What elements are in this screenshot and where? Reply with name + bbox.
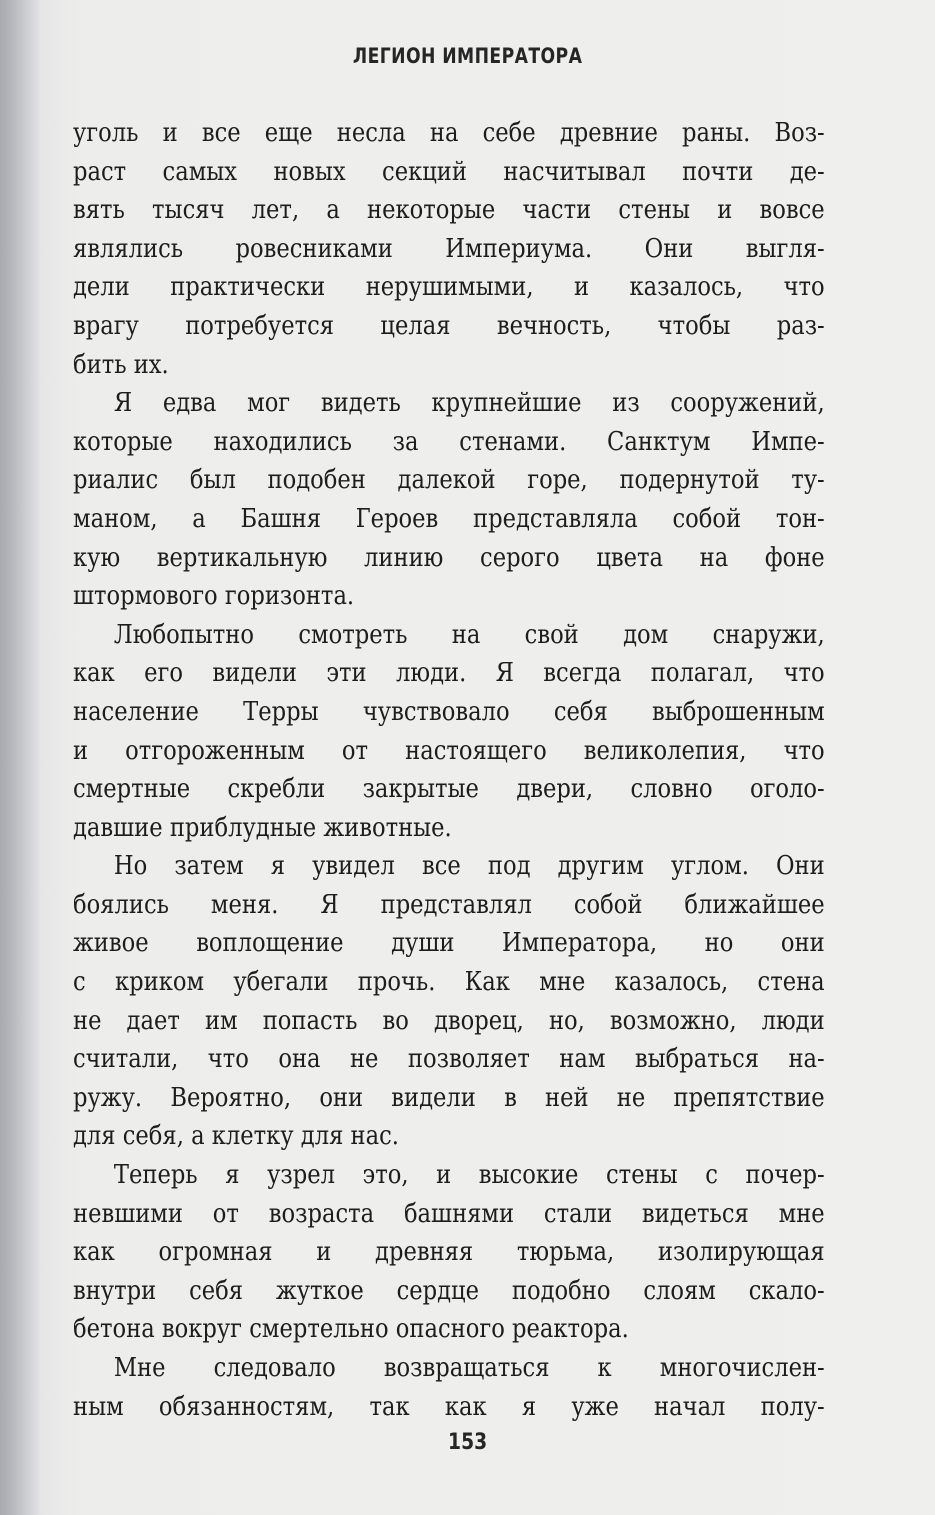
text-line: население Терры чувствовало себя выброшенным	[73, 696, 825, 727]
text-line: с криком убегали прочь. Как мне казалось, стена	[73, 967, 825, 998]
paragraph	[73, 384, 825, 616]
paragraph	[73, 1156, 825, 1349]
text-line: риалис был подобен далекой горе, подернутой ту-	[73, 465, 825, 496]
text-line: Но затем я увидел все под другим углом. Они	[113, 851, 825, 882]
paragraph	[73, 1349, 825, 1426]
body-text	[73, 114, 825, 1426]
text-line: как его видели эти люди. Я всегда полагал, что	[73, 658, 825, 689]
text-line: Мне следовало возвращаться к многочислен-	[113, 1353, 825, 1383]
text-line: Любопытно смотреть на свой дом снаружи,	[113, 619, 825, 650]
paragraph	[73, 114, 825, 384]
text-line: кую вертикальную линию серого цвета на фоне	[73, 542, 825, 573]
page-number: 153	[448, 1430, 488, 1455]
text-line: считали, что она не позволяет нам выбраться на-	[73, 1044, 825, 1075]
text-line: ружу. Вероятно, они видели в ней не препятствие	[73, 1082, 825, 1113]
running-head: ЛЕГИОН ИМПЕРАТОРА	[352, 44, 583, 68]
text-line: дели практически нерушимыми, и казалось, что	[73, 272, 825, 303]
text-line: давшие приблудные животные.	[73, 812, 452, 843]
text-line: раст самых новых секций насчитывал почти де-	[73, 156, 825, 187]
paragraph	[73, 847, 825, 1156]
text-line: не дает им попасть во дворец, но, возможно, люди	[73, 1005, 825, 1036]
text-line: и отгороженным от настоящего великолепия, что	[73, 735, 825, 766]
text-line: живое воплощение души Императора, но они	[73, 928, 825, 959]
text-line: как огромная и древняя тюрьма, изолирующая	[73, 1237, 825, 1268]
paragraph	[73, 616, 825, 848]
text-line: врагу потребуется целая вечность, чтобы раз-	[73, 310, 825, 341]
text-line: бить их.	[73, 349, 169, 380]
text-line: уголь и все еще несла на себе древние раны. Воз-	[73, 118, 825, 148]
text-line: смертные скребли закрытые двери, словно оголо-	[73, 774, 825, 805]
text-line: ным обязанностям, так как я уже начал полу-	[73, 1391, 825, 1422]
text-line: вять тысяч лет, а некоторые части стены и вовсе	[73, 195, 825, 226]
text-line: невшими от возраста башнями стали видеться мне	[73, 1198, 825, 1229]
text-line: для себя, а клетку для нас.	[73, 1121, 399, 1152]
text-line: боялись меня. Я представлял собой ближайшее	[73, 889, 825, 920]
text-line: которые находились за стенами. Санктум Импе-	[73, 426, 825, 457]
text-line: Я едва мог видеть крупнейшие из сооружений,	[113, 388, 825, 419]
text-line: штормового горизонта.	[73, 581, 355, 612]
text-line: внутри себя жуткое сердце подобно слоям скало-	[73, 1275, 825, 1306]
text-line: Теперь я узрел это, и высокие стены с почер-	[113, 1160, 825, 1191]
text-line: бетона вокруг смертельно опасного реактора.	[73, 1314, 629, 1345]
text-line: маном, а Башня Героев представляла собой тон-	[73, 503, 825, 534]
text-line: являлись ровесниками Империума. Они выгля-	[73, 233, 825, 264]
